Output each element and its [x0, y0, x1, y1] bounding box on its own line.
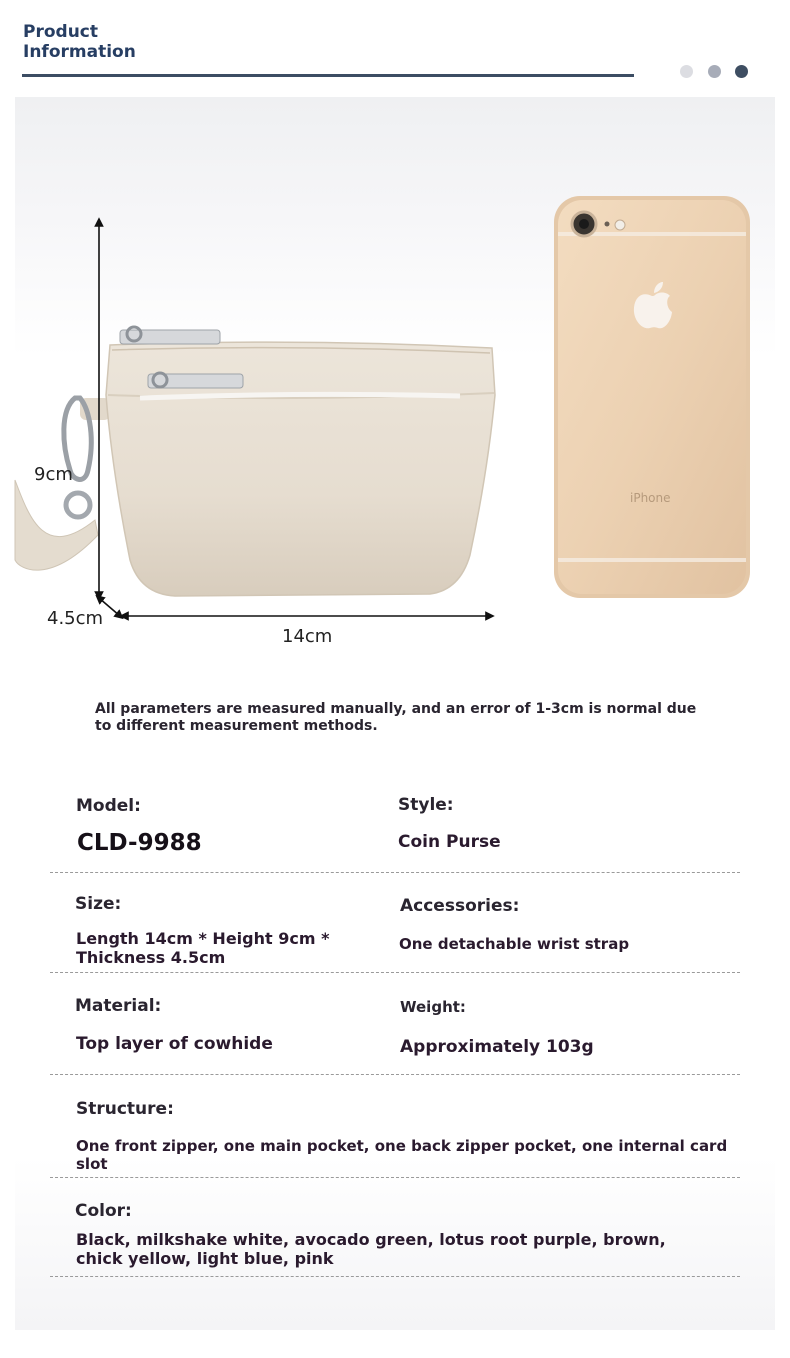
color-label: Color:	[75, 1201, 132, 1221]
size-value: Length 14cm * Height 9cm * Thickness 4.5cm	[76, 929, 330, 967]
carousel-dot-2[interactable]	[708, 65, 721, 78]
size-label: Size:	[75, 894, 122, 914]
phone-reference	[554, 196, 750, 598]
phone-brand-text: iPhone	[630, 491, 671, 505]
weight-label: Weight:	[400, 998, 466, 1016]
page-title	[23, 22, 136, 62]
weight-value: Approximately 103g	[400, 1037, 594, 1057]
accessories-value: One detachable wrist strap	[399, 935, 630, 953]
accessories-label: Accessories:	[400, 896, 520, 916]
divider-5	[50, 1276, 740, 1277]
width-dimension-label: 14cm	[282, 626, 333, 647]
carousel-dot-3[interactable]	[735, 65, 748, 78]
material-value: Top layer of cowhide	[76, 1034, 273, 1054]
style-label: Style:	[398, 795, 454, 815]
product-photo	[0, 190, 790, 660]
style-value: Coin Purse	[398, 832, 501, 852]
divider-3	[50, 1074, 740, 1075]
carousel-dot-1[interactable]	[680, 65, 693, 78]
model-value: CLD-9988	[77, 830, 202, 856]
coin-purse	[106, 327, 495, 596]
divider-1	[50, 872, 740, 873]
divider-4	[50, 1177, 740, 1178]
measurement-note: All parameters are measured manually, and an error of 1-3cm is normal due to different measurement methods.	[95, 701, 697, 734]
depth-dimension-label: 4.5cm	[47, 608, 104, 629]
color-value: Black, milkshake white, avocado green, lotus root purple, brown, chick yellow, light blue, pink	[76, 1230, 666, 1268]
page-title-line1: Product	[23, 22, 98, 42]
structure-value: One front zipper, one main pocket, one back zipper pocket, one internal card slot	[76, 1137, 728, 1173]
structure-label: Structure:	[76, 1099, 174, 1119]
height-dimension-label: 9cm	[34, 464, 73, 485]
divider-2	[50, 972, 740, 973]
header-divider	[22, 74, 634, 77]
page-title-line2: Information	[23, 42, 136, 62]
material-label: Material:	[75, 996, 162, 1016]
model-label: Model:	[76, 796, 141, 816]
